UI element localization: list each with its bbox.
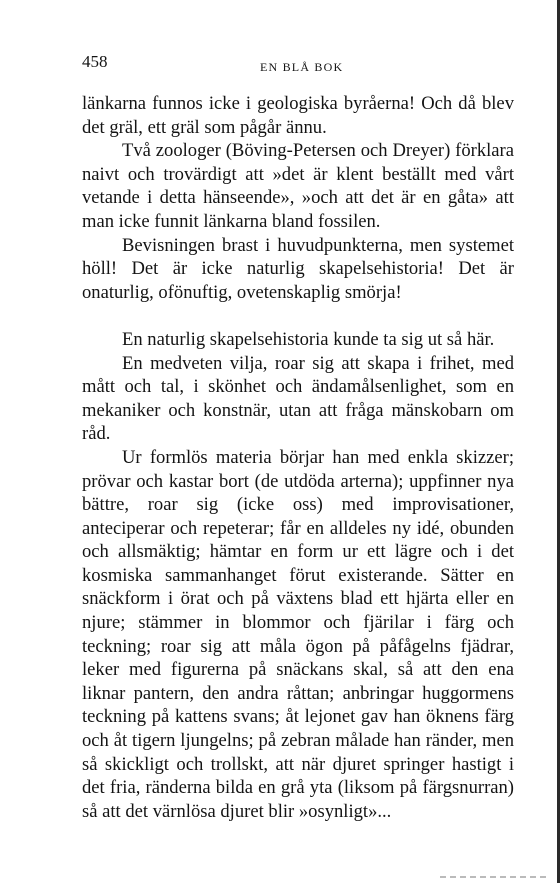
paragraph: Två zoologer (Böving-Petersen och Dreyer) förklara naivt och trovärdigt att »det är klent beställt med vårt vetande i detta hänseende», »och att det är en gåta» att man icke funnit länkarna bland fossilen.	[82, 140, 514, 232]
paragraph: Ur formlös materia börjar han med enkla skizzer; prövar och kastar bort (de utdöda arterna); uppfinner nya bättre, roar sig (icke oss) med improvisationer, anteciperar och repeterar; får en alldeles ny idé, obunden och allsmäktig; hämtar en form ur ett lägre och i det kosmiska sammanhanget förut existerande. Sätter en snäckform i örat och på växtens blad ett hjärta eller en njure; stämmer in blommor och fjärilar i färg och teckning; roar sig att måla ögon på påfågelns fjädrar, leker med figurerna på snäckans skal, så att den ena liknar pantern, den andra råttan; anbringar huggormens teckning på kattens svans; åt lejonet gav han öknens färg och åt tigern ljungelns; på zebran målade han ränder, men så skickligt och trollskt, att när djuret springer hastigt i det fria, ränderna bilda en grå yta (liksom på färgsnurran) så att det värnlösa djuret blir »osynligt»...	[82, 446, 514, 822]
paragraph: En medveten vilja, roar sig att skapa i frihet, med mått och tal, i skönhet och ändamålsenlighet, som en mekaniker och konstnär, utan att fråga mänskobarn om råd.	[82, 352, 514, 445]
paragraph: Bevisningen brast i huvudpunkterna, men systemet höll! Det är icke naturlig skapelsehistoria! Det är onaturlig, ofönuftig, ovetenskaplig smörja!	[82, 234, 514, 303]
page-number: 458	[82, 52, 108, 71]
page-header	[82, 52, 512, 74]
paragraph: länkarna funnos icke i geologiska byråerna! Och då blev det gräl, ett gräl som pågår ännu.	[82, 93, 514, 138]
running-head: EN BLÅ BOK	[260, 60, 344, 74]
body-text	[82, 92, 514, 823]
scan-artifact	[440, 876, 550, 878]
paragraph: En naturlig skapelsehistoria kunde ta sig ut så här.	[122, 328, 495, 350]
